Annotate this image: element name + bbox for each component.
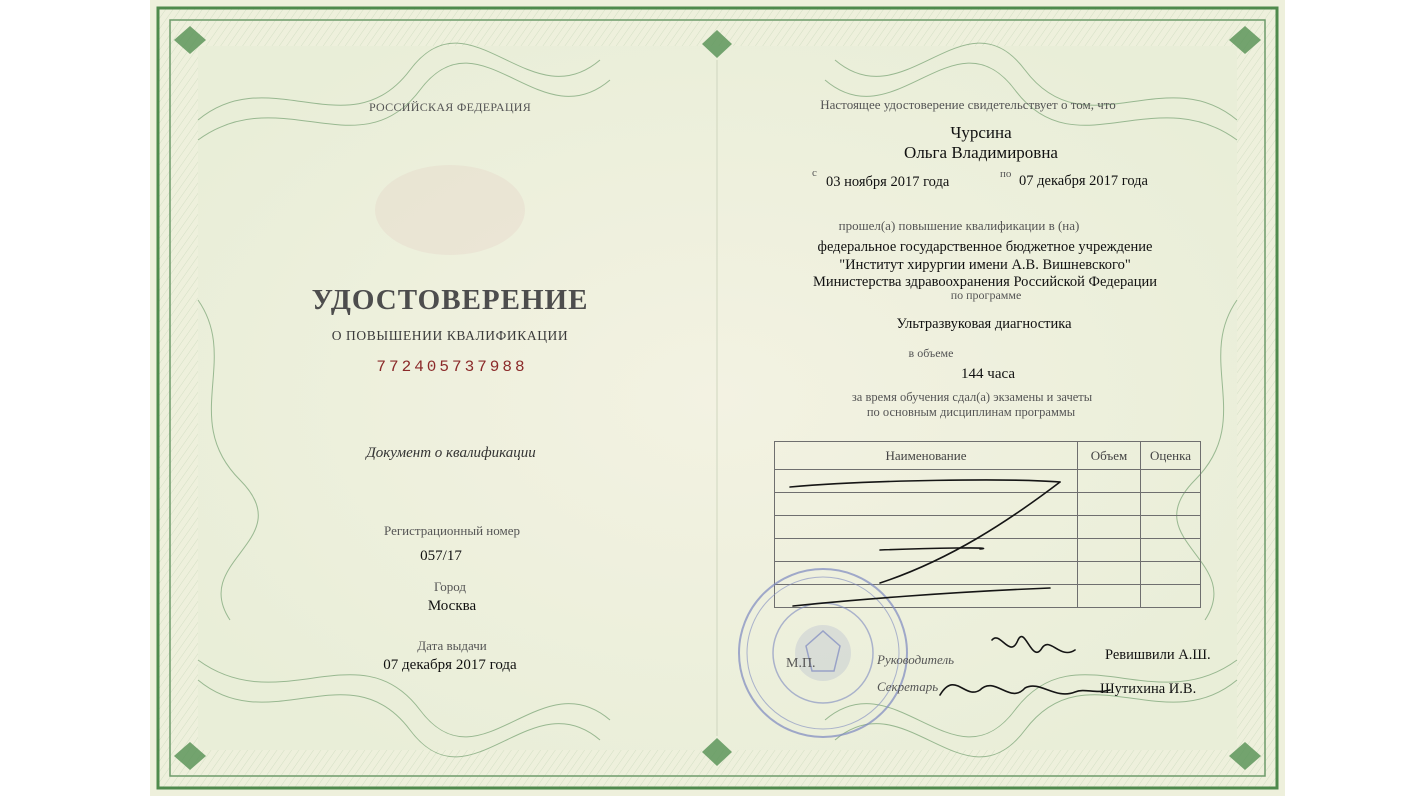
period-from-prefix: с [812,167,817,179]
intro-text: Настоящее удостоверение свидетельствует о том, что [820,97,1116,112]
secretary-name: Шутихина И.В. [1100,681,1197,697]
program-label: по программе [950,288,1022,302]
head-name: Ревишвили А.Ш. [1105,647,1211,663]
column-header-grade: Оценка [1141,442,1201,470]
period-to-date: 07 декабря 2017 года [1019,173,1148,189]
volume-label: в объеме [908,346,954,360]
certificate-title: УДОСТОВЕРЕНИЕ [311,284,589,316]
organization-line-2: "Институт хирургии имени А.В. Вишневского" [839,257,1131,273]
city-label: Город [433,579,467,594]
organization-line-1: федеральное государственное бюджетное учреждение [817,239,1153,255]
stamp-label: М.П. [786,656,816,671]
table-row [775,493,1201,516]
passed-text: прошел(а) повышение квалификации в (на) [838,218,1080,233]
issue-date-value: 07 декабря 2017 года [383,657,517,673]
country-label: РОССИЙСКАЯ ФЕДЕРАЦИЯ [368,100,532,114]
certificate-subtitle: О ПОВЫШЕНИИ КВАЛИФИКАЦИИ [331,328,569,343]
program-name: Ультразвуковая диагностика [896,316,1072,332]
exams-line-1: за время обучения сдал(а) экзамены и зачеты [851,390,1093,404]
holder-given-names: Ольга Владимировна [904,143,1058,162]
registration-number-value: 057/17 [420,548,462,564]
column-header-volume: Объем [1078,442,1141,470]
secretary-label: Секретарь [877,679,939,694]
holder-surname: Чурсина [950,123,1012,142]
period-from-date: 03 ноября 2017 года [826,174,950,190]
volume-value: 144 часа [961,366,1015,382]
period-to-prefix: по [1000,168,1012,180]
grades-table-header [775,442,1201,470]
guilloche-border [150,0,1285,796]
issue-date-label: Дата выдачи [417,638,487,653]
table-row [775,470,1201,493]
column-header-name: Наименование [775,442,1078,470]
table-row [775,516,1201,539]
head-label: Руководитель [877,652,955,667]
table-row [775,539,1201,562]
certificate-number: 772405737988 [376,358,528,376]
city-value: Москва [427,598,477,614]
certificate-sheet [150,0,1285,796]
exams-line-2: по основным дисциплинам программы [866,405,1076,419]
document-type: Документ о квалификации [366,445,536,461]
organization-line-3: Министерства здравоохранения Российской Федерации [812,274,1158,290]
registration-number-label: Регистрационный номер [384,523,520,538]
